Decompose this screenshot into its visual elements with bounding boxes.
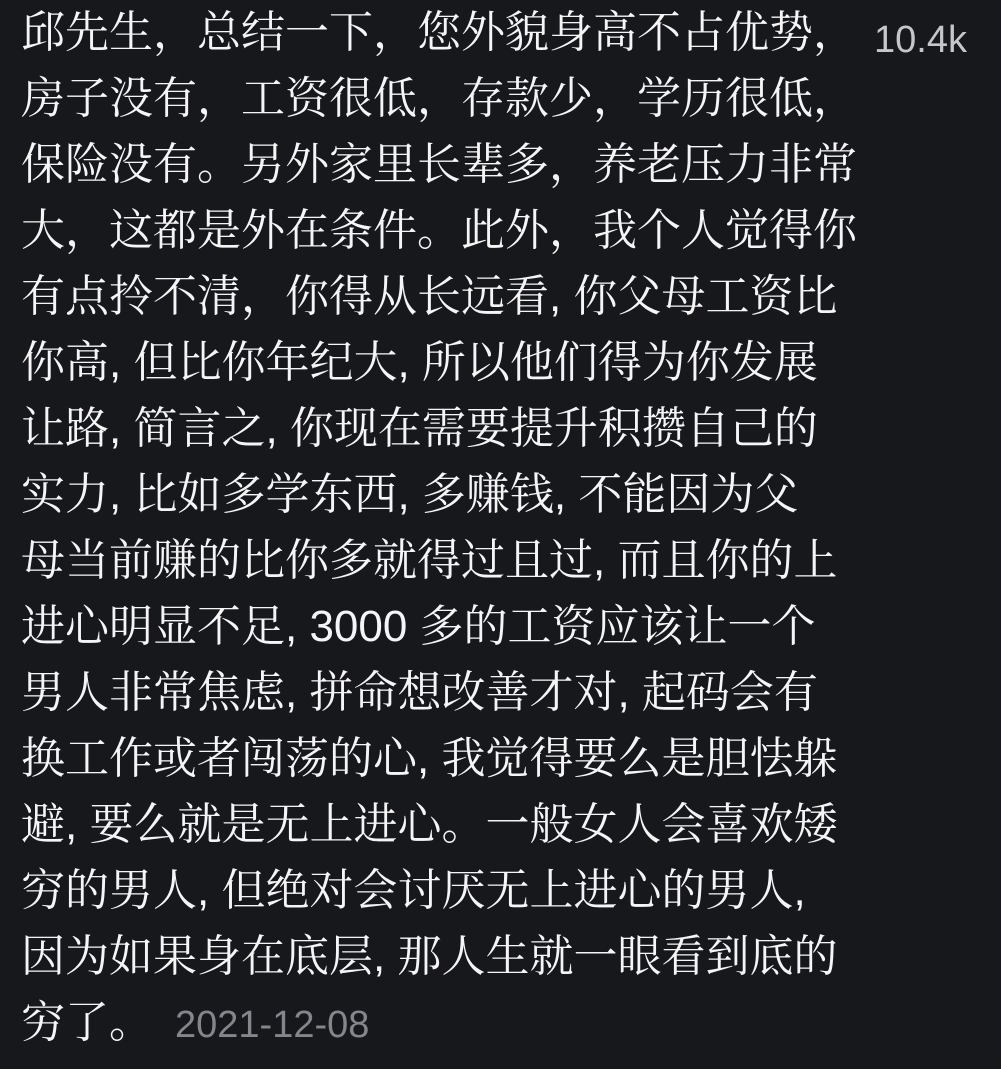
- comment-line: 邱先生，总结一下，您外貌身高不占优势，: [21, 8, 857, 57]
- comment-line: 换工作或者闯荡的心, 我觉得要么是胆怯躲: [21, 734, 838, 783]
- comment-line: 让路, 简言之, 你现在需要提升积攒自己的: [21, 404, 818, 453]
- comment-body: [21, 0, 857, 1058]
- comment-line: 实力, 比如多学东西, 多赚钱, 不能因为父: [21, 470, 799, 519]
- comment-line: 你高, 但比你年纪大, 所以他们得为你发展: [21, 338, 818, 387]
- comment-line: 母当前赚的比你多就得过且过, 而且你的上: [21, 536, 838, 585]
- comment-line: 男人非常焦虑, 拼命想改善才对, 起码会有: [21, 668, 818, 717]
- like-count[interactable]: 10.4k: [874, 19, 967, 61]
- comment-line: 进心明显不足, 3000 多的工资应该让一个: [21, 602, 816, 651]
- comment-date: 2021-12-08: [175, 1004, 370, 1046]
- comment-line: 穷的男人, 但绝对会讨厌无上进心的男人,: [21, 866, 806, 915]
- comment-line: 大，这都是外在条件。此外，我个人觉得你: [21, 206, 857, 255]
- comment-last-line-text: 穷了。: [21, 998, 153, 1047]
- comment-line: 避, 要么就是无上进心。一般女人会喜欢矮: [21, 800, 838, 849]
- comment-line: 有点拎不清，你得从长远看, 你父母工资比: [21, 272, 838, 321]
- comment-line: 因为如果身在底层, 那人生就一眼看到底的: [21, 932, 838, 981]
- comment-line: 保险没有。另外家里长辈多，养老压力非常: [21, 140, 857, 189]
- comment-last-line: [21, 990, 857, 1058]
- comment-line: 房子没有，工资很低，存款少，学历很低，: [21, 74, 857, 123]
